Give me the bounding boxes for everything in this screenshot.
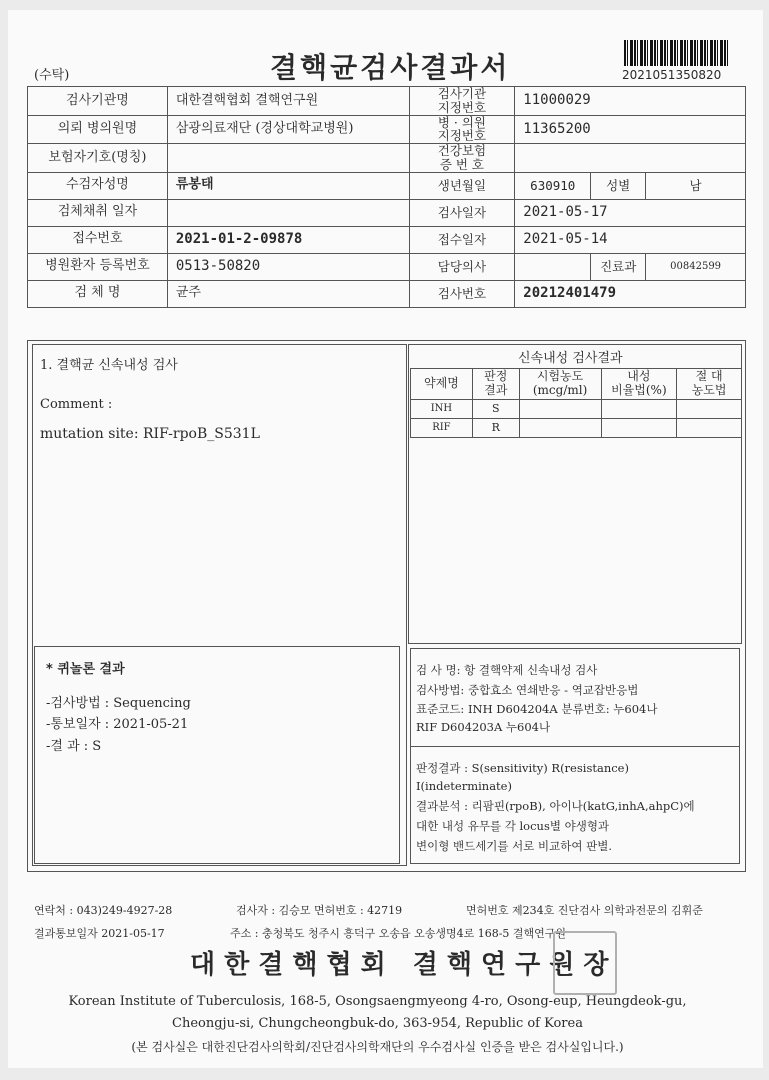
label-sex: 성별	[591, 172, 646, 199]
method-divider	[410, 746, 740, 747]
value-patient-name: 류봉태	[167, 172, 409, 199]
test-method: 검사방법: 중합효소 연쇄반응 - 역교잡반응법	[416, 683, 639, 697]
quinolone-title: * 퀴놀론 결과	[46, 662, 125, 677]
quinolone-notify-date: -통보일자 : 2021-05-21	[46, 717, 189, 732]
table-row: RIF R	[411, 418, 742, 437]
comment-label: Comment :	[40, 397, 113, 412]
copy-tag: (수탁)	[34, 68, 70, 83]
table-row: INH S	[411, 399, 742, 418]
label-receipt-number: 접수번호	[28, 226, 168, 253]
judgment-legend-2: I(indeterminate)	[416, 779, 512, 793]
patient-info-table	[27, 86, 746, 308]
value-patient-reg-number: 0513-50820	[167, 253, 409, 280]
value-department-code: 00842599	[646, 253, 746, 280]
value-institution-code: 11000029	[515, 87, 746, 116]
label-doctor: 담당의사	[409, 253, 515, 280]
official-seal-icon	[553, 931, 617, 995]
col-concentration: 시험농도 (mcg/ml)	[519, 369, 601, 400]
value-insurance-holder	[167, 144, 409, 173]
label-test-number: 검사번호	[409, 280, 515, 307]
judgment-legend: 판정결과 : S(sensitivity) R(resistance)	[416, 761, 629, 775]
value-sex: 남	[646, 172, 746, 199]
col-judgment: 판정 결과	[472, 369, 519, 400]
label-receipt-date: 접수일자	[409, 226, 515, 253]
label-institution-code: 검사기관 지정번호	[409, 87, 515, 116]
address: 주소 : 충청북도 청주시 흥덕구 오송읍 오송생명4로 168-5 결핵연구원	[230, 927, 567, 940]
value-referring-hospital: 삼광의료재단 (경상대학교병원)	[167, 115, 409, 144]
organization-name: 대한결핵협회 결핵연구원장	[190, 950, 618, 980]
value-receipt-number: 2021-01-2-09878	[167, 226, 409, 253]
analysis-line-3: 변이형 밴드세기를 서로 비교하여 판별.	[416, 839, 613, 853]
standard-code-inh: 표준코드: INH D604204A 분류번호: 누604나	[416, 702, 658, 716]
doctor-license: 면허번호 제234호 진단검사 의학과전문의 김휘준	[466, 904, 703, 917]
label-test-date: 검사일자	[409, 199, 515, 226]
quinolone-method: -검사방법 : Sequencing	[46, 696, 191, 711]
label-patient-name: 수검자성명	[28, 172, 168, 199]
barcode-number: 2021051350820	[622, 68, 722, 82]
label-institution: 검사기관명	[28, 87, 168, 116]
label-referring-hospital: 의뢰 병의원명	[28, 115, 168, 144]
barcode-icon	[624, 40, 730, 66]
value-test-number: 20212401479	[515, 280, 746, 307]
standard-code-rif: RIF D604203A 누604나	[416, 720, 551, 734]
label-specimen: 검 체 명	[28, 280, 168, 307]
value-test-date: 2021-05-17	[515, 199, 746, 226]
english-address-1: Korean Institute of Tuberculosis, 168-5, Osongsaengmyeong 4-ro, Osong-eup, Heungdeok-gu,	[68, 994, 687, 1009]
mutation-site: mutation site: RIF-rpoB_S531L	[40, 426, 260, 442]
english-address-2: Cheongju-si, Chungcheongbuk-do, 363-954, Republic of Korea	[172, 1016, 583, 1031]
analysis-line-1: 결과분석 : 리팜핀(rpoB), 아이나(katG,inhA,ahpC)에	[416, 799, 695, 813]
value-birthdate: 630910	[515, 172, 591, 199]
contact-phone: 연락처 : 043)249-4927-28	[34, 904, 173, 917]
label-hospital-code: 병 · 의원 지정번호	[409, 115, 515, 144]
susceptibility-table	[410, 368, 742, 438]
certification-note: (본 검사실은 대한진단검사의학회/진단검사의학재단의 우수검사실 인증을 받은 검사실입니다.)	[131, 1040, 624, 1054]
col-drug: 약제명	[411, 369, 473, 400]
label-department: 진료과	[591, 253, 646, 280]
value-receipt-date: 2021-05-14	[515, 226, 746, 253]
col-absolute: 절 대 농도법	[677, 369, 742, 400]
value-doctor	[515, 253, 591, 280]
value-institution: 대한결핵협회 결핵연구원	[167, 87, 409, 116]
label-collection-date: 검체채취 일자	[28, 199, 168, 226]
document-title: 결핵균검사결과서	[270, 51, 511, 84]
susceptibility-title: 신속내성 검사결과	[518, 351, 623, 366]
label-insurance-holder: 보험자기호(명칭)	[28, 144, 168, 173]
analysis-line-2: 대한 내성 유무를 각 locus별 야생형과	[416, 819, 610, 833]
value-collection-date	[167, 199, 409, 226]
value-specimen: 균주	[167, 280, 409, 307]
label-health-card: 건강보험 증 번 호	[409, 144, 515, 173]
quinolone-result: -결 과 : S	[46, 739, 102, 754]
col-resistance-ratio: 내성 비율법(%)	[601, 369, 677, 400]
value-hospital-code: 11365200	[515, 115, 746, 144]
label-birthdate: 생년월일	[409, 172, 515, 199]
examiner: 검사자 : 김승모 면허번호 : 42719	[236, 904, 403, 917]
value-health-card	[515, 144, 746, 173]
label-patient-reg-number: 병원환자 등록번호	[28, 253, 168, 280]
quinolone-box	[34, 646, 400, 864]
test-name: 검 사 명: 항 결핵약제 신속내성 검사	[416, 663, 598, 677]
section-title: 1. 결핵균 신속내성 검사	[40, 358, 178, 373]
notify-date: 결과통보일자 2021-05-17	[34, 927, 165, 940]
